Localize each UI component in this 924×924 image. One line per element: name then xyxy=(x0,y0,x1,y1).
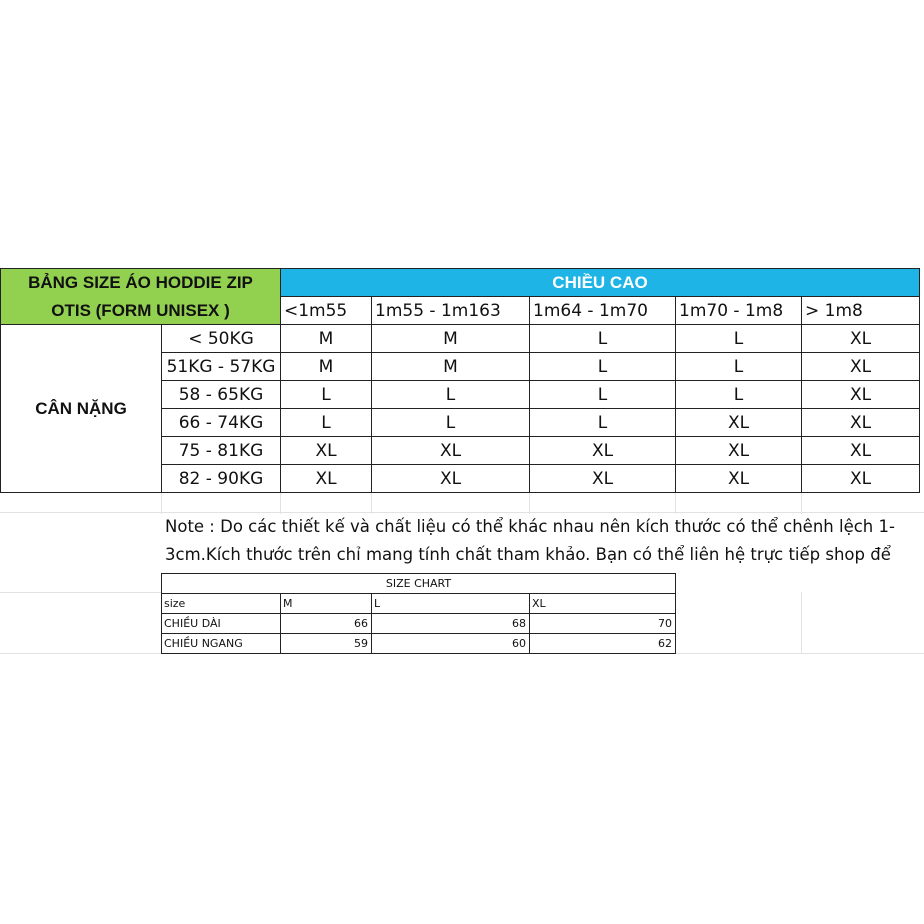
size-cell: M xyxy=(371,352,530,381)
size-cell: L xyxy=(675,352,802,381)
size-chart-title: SIZE CHART xyxy=(161,573,676,594)
size-cell: XL xyxy=(801,380,920,409)
size-cell: XL xyxy=(371,436,530,465)
weight-range-cell: 58 - 65KG xyxy=(161,380,281,409)
grid-line xyxy=(371,492,372,514)
height-range-4: 1m70 - 1m8 xyxy=(675,296,802,325)
size-cell: XL xyxy=(801,436,920,465)
height-header: CHIỀU CAO xyxy=(280,268,920,297)
size-table-title xyxy=(0,268,281,325)
size-cell: XL xyxy=(529,436,676,465)
size-chart-value: 68 xyxy=(371,613,530,634)
height-range-3: 1m64 - 1m70 xyxy=(529,296,676,325)
size-chart-header-cell: XL xyxy=(529,593,676,614)
size-chart-value: 60 xyxy=(371,633,530,654)
size-cell: XL xyxy=(529,464,676,493)
grid-line xyxy=(675,492,676,514)
size-cell: XL xyxy=(801,408,920,437)
height-range-1: <1m55 xyxy=(280,296,372,325)
size-cell: XL xyxy=(675,436,802,465)
weight-header: CÂN NẶNG xyxy=(0,324,162,493)
size-chart-header-cell: L xyxy=(371,593,530,614)
weight-range-cell: 66 - 74KG xyxy=(161,408,281,437)
size-cell: M xyxy=(280,352,372,381)
size-cell: L xyxy=(675,380,802,409)
grid-line xyxy=(801,592,802,654)
grid-line xyxy=(161,492,162,514)
size-chart-value: 70 xyxy=(529,613,676,634)
size-cell: L xyxy=(529,352,676,381)
grid-line xyxy=(280,492,281,514)
size-chart-value: 62 xyxy=(529,633,676,654)
size-cell: XL xyxy=(801,352,920,381)
size-cell: L xyxy=(675,324,802,353)
height-range-2: 1m55 - 1m163 xyxy=(371,296,530,325)
weight-range-cell: 51KG - 57KG xyxy=(161,352,281,381)
weight-range-cell: 75 - 81KG xyxy=(161,436,281,465)
size-table-title-line1: BẢNG SIZE ÁO HODDIE ZIP xyxy=(28,272,253,292)
size-cell: L xyxy=(529,380,676,409)
size-cell: XL xyxy=(801,464,920,493)
size-chart-header-cell: size xyxy=(161,593,281,614)
size-chart-value: 59 xyxy=(280,633,372,654)
grid-line xyxy=(801,492,802,514)
note-line-2: 3cm.Kích thước trên chỉ mang tính chất tham khảo. Bạn có thể liên hệ trực tiếp shop để xyxy=(165,545,891,564)
size-cell: XL xyxy=(801,324,920,353)
size-table-title-line2: OTIS (FORM UNISEX ) xyxy=(51,300,230,320)
size-cell: M xyxy=(280,324,372,353)
weight-range-cell: < 50KG xyxy=(161,324,281,353)
size-chart-row-label: CHIỀU NGANG xyxy=(161,633,281,654)
size-chart-value: 66 xyxy=(280,613,372,634)
size-chart-row-label: CHIỀU DÀI xyxy=(161,613,281,634)
size-cell: XL xyxy=(675,464,802,493)
size-cell: XL xyxy=(280,464,372,493)
size-cell: L xyxy=(371,408,530,437)
size-cell: XL xyxy=(371,464,530,493)
size-cell: L xyxy=(529,408,676,437)
grid-line xyxy=(529,492,530,514)
size-chart-header-cell: M xyxy=(280,593,372,614)
height-range-5: > 1m8 xyxy=(801,296,920,325)
size-cell: L xyxy=(280,408,372,437)
size-cell: L xyxy=(280,380,372,409)
note-line-1: Note : Do các thiết kế và chất liệu có thể khác nhau nên kích thước có thể chênh lệch 1- xyxy=(165,517,895,536)
size-cell: XL xyxy=(675,408,802,437)
weight-range-cell: 82 - 90KG xyxy=(161,464,281,493)
grid-line xyxy=(0,592,161,593)
size-cell: XL xyxy=(280,436,372,465)
size-cell: L xyxy=(529,324,676,353)
size-cell: L xyxy=(371,380,530,409)
size-cell: M xyxy=(371,324,530,353)
